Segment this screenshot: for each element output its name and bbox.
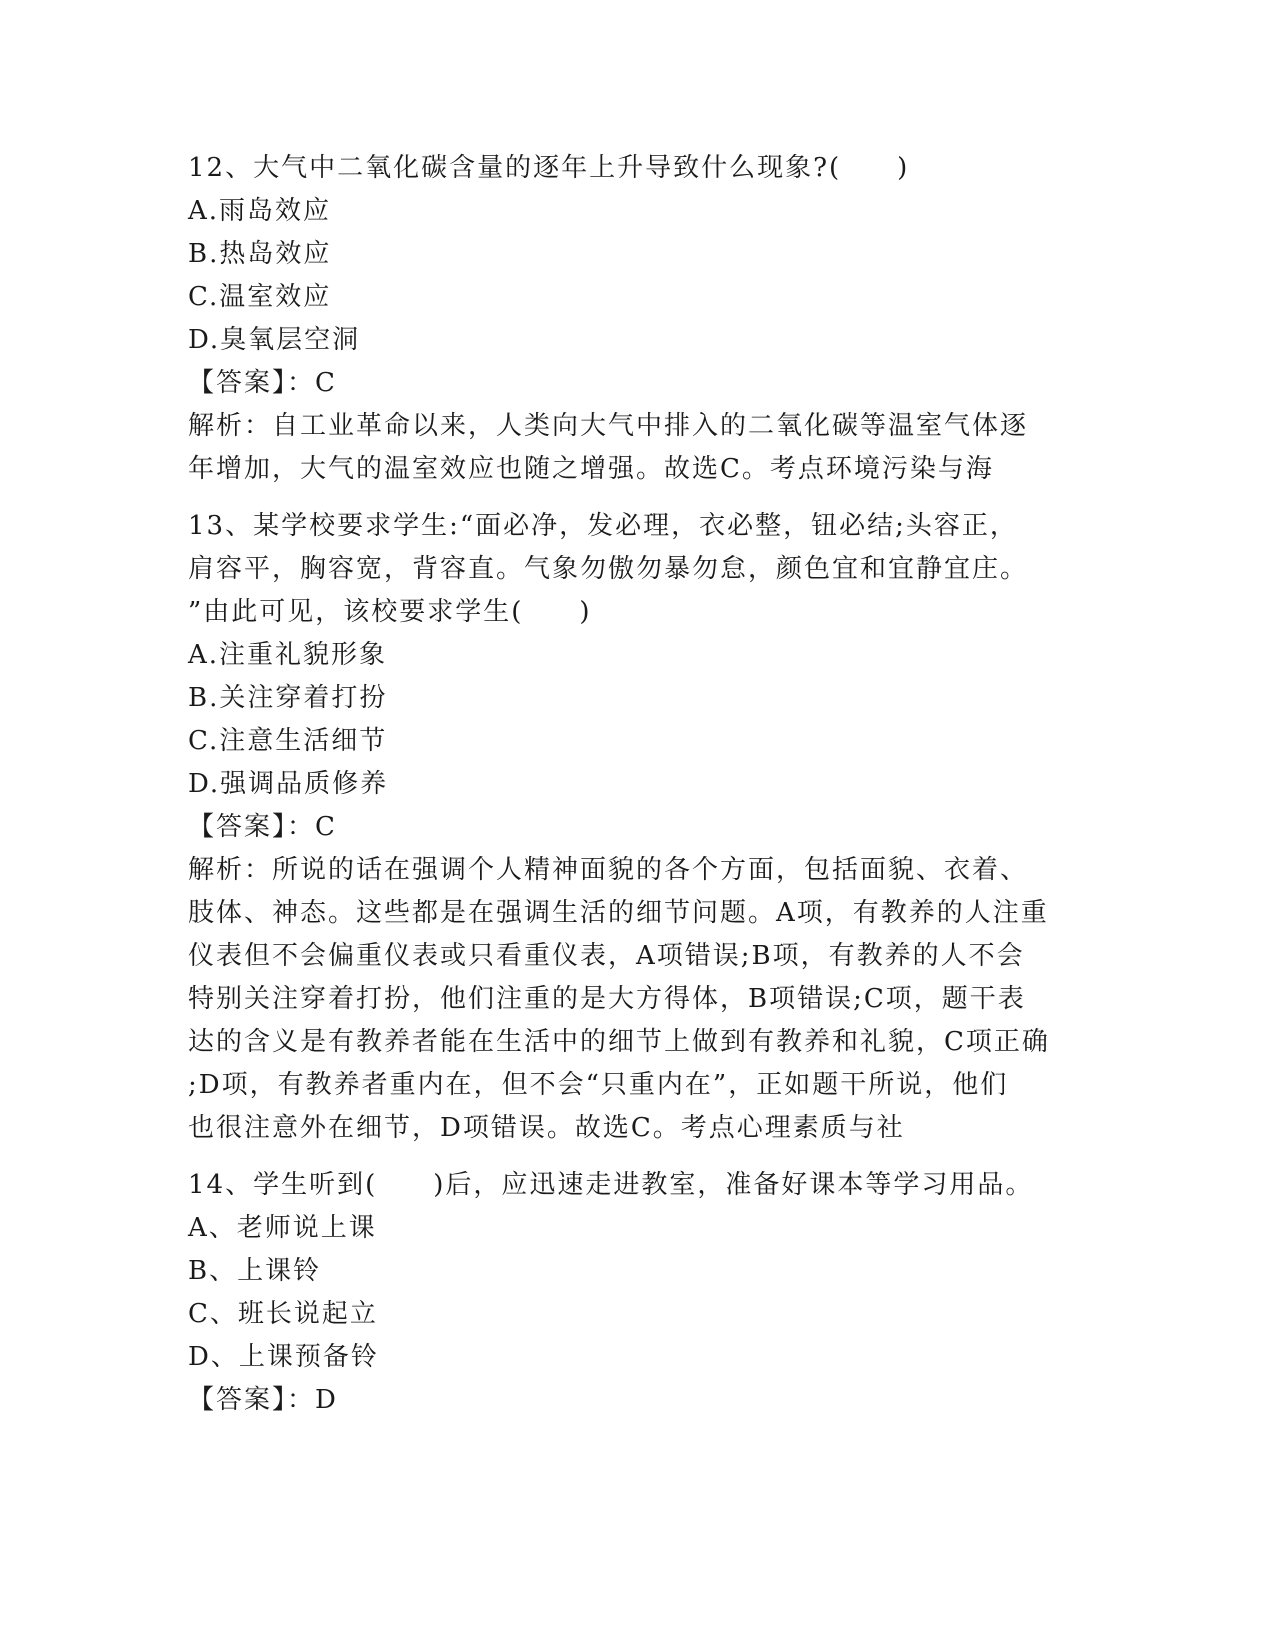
- option-b: B.关注穿着打扮: [188, 683, 388, 713]
- analysis-line: 肢体、神态。这些都是在强调生活的细节问题。A项，有教养的人注重: [188, 898, 1049, 928]
- question-stem: 12、大气中二氧化碳含量的逐年上升导致什么现象?( ): [188, 153, 910, 183]
- option-b: B、上课铃: [188, 1256, 322, 1286]
- answer-line: 【答案】：C: [188, 812, 337, 842]
- option-b: B.热岛效应: [188, 239, 332, 269]
- option-d: D、上课预备铃: [188, 1342, 379, 1372]
- option-a: A.注重礼貌形象: [188, 640, 388, 670]
- option-a: A.雨岛效应: [188, 196, 332, 226]
- option-a: A、老师说上课: [188, 1213, 377, 1243]
- answer-line: 【答案】：D: [188, 1385, 338, 1415]
- analysis-line: 解析：自工业革命以来，人类向大气中排入的二氧化碳等温室气体逐: [188, 411, 1029, 441]
- question-stem: ”由此可见，该校要求学生( ): [188, 597, 592, 627]
- question-stem: 肩容平，胸容宽，背容直。气象勿傲勿暴勿怠，颜色宜和宜静宜庄。: [188, 554, 1029, 584]
- question-stem: 13、某学校要求学生:“面必净，发必理，衣必整，钮必结;头容正，: [188, 511, 1018, 541]
- analysis-line: 达的含义是有教养者能在生活中的细节上做到有教养和礼貌，C项正确: [188, 1027, 1050, 1057]
- option-c: C.注意生活细节: [188, 726, 388, 756]
- document-page: [188, 147, 1088, 1422]
- answer-line: 【答案】：C: [188, 368, 337, 398]
- question-stem: 14、学生听到( )后，应迅速走进教室，准备好课本等学习用品。: [188, 1170, 1034, 1200]
- analysis-line: 解析：所说的话在强调个人精神面貌的各个方面，包括面貌、衣着、: [188, 855, 1029, 885]
- analysis-line: ;D项，有教养者重内在，但不会“只重内在”，正如题干所说，他们: [188, 1070, 1009, 1100]
- question-13: [188, 505, 1088, 1150]
- option-c: C、班长说起立: [188, 1299, 378, 1329]
- option-d: D.臭氧层空洞: [188, 325, 361, 355]
- spacer: [188, 1150, 1088, 1164]
- analysis-line: 也很注意外在细节，D项错误。故选C。考点心理素质与社: [188, 1113, 905, 1143]
- option-d: D.强调品质修养: [188, 769, 389, 799]
- option-c: C.温室效应: [188, 282, 332, 312]
- question-14: [188, 1164, 1088, 1422]
- question-12: [188, 147, 1088, 491]
- analysis-line: 年增加，大气的温室效应也随之增强。故选C。考点环境污染与海: [188, 454, 994, 484]
- spacer: [188, 491, 1088, 505]
- analysis-line: 特别关注穿着打扮，他们注重的是大方得体，B项错误;C项，题干表: [188, 984, 1026, 1014]
- analysis-line: 仪表但不会偏重仪表或只看重仪表，A项错误;B项，有教养的人不会: [188, 941, 1025, 971]
